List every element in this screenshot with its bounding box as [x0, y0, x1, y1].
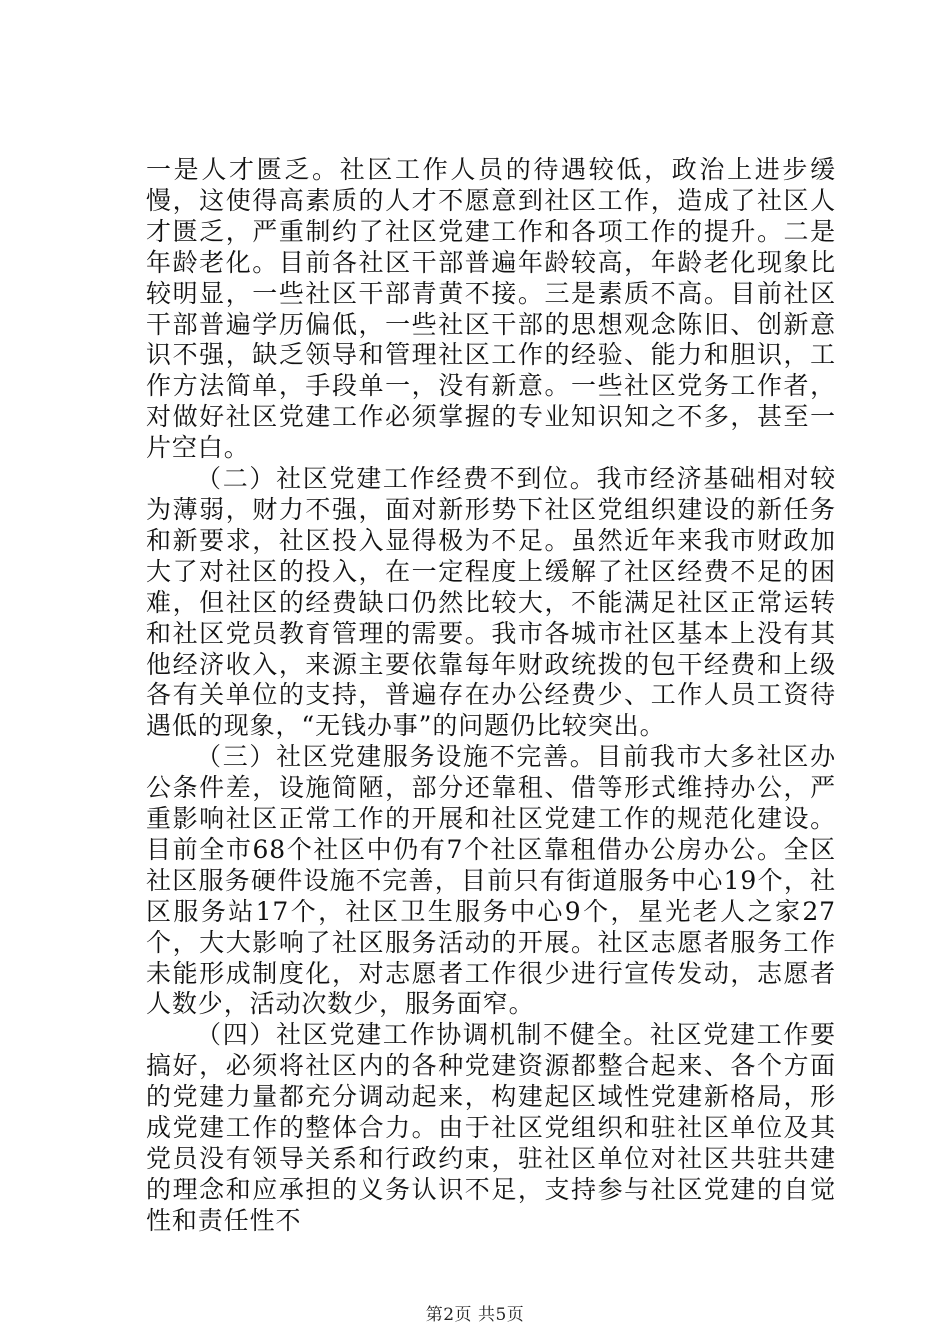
paragraph-funding: （二）社区党建工作经费不到位。我市经济基础相对较为薄弱，财力不强，面对新形势下社区党组织建设的新任务和新要求，社区投入显得极为不足。虽然近年来我市财政加大了对社区的投入，在一定程度上缓解了社区经费不足的困难，但社区的经费缺口仍然比较大，不能满足社区正常运转和社区党员教育管理的需要。我市各城市社区基本上没有其他经济收入，来源主要依靠每年财政统拨的包干经费和上级各有关单位的支持，普遍存在办公经费少、工作人员工资待遇低的现象，“无钱办事”的问题仍比较突出。	[146, 464, 836, 741]
page-number-footer: 第2页 共5页	[425, 1305, 525, 1325]
paragraph-coordination: （四）社区党建工作协调机制不健全。社区党建工作要搞好，必须将社区内的各种党建资源都整合起来、各个方面的党建力量都充分调动起来，构建起区域性党建新格局，形成党建工作的整体合力。由于社区党组织和驻社区单位及其党员没有领导关系和行政约束，驻社区单位对社区共驻共建的理念和应承担的义务认识不足，支持参与社区党建的自觉性和责任性不	[146, 1020, 836, 1235]
document-body	[146, 155, 836, 1237]
paragraph-facilities: （三）社区党建服务设施不完善。目前我市大多社区办公条件差，设施简陋，部分还靠租、借等形式维持办公，严重影响社区正常工作的开展和社区党建工作的规范化建设。目前全市68个社区中仍有7个社区靠租借办公房办公。全区社区服务硬件设施不完善，目前只有街道服务中心19个，社区服务站17个，社区卫生服务中心9个，星光老人之家27个，大大影响了社区服务活动的开展。社区志愿者服务工作未能形成制度化，对志愿者工作很少进行宣传发动，志愿者人数少，活动次数少，服务面窄。	[146, 742, 836, 1019]
paragraph-talent-shortage: 一是人才匮乏。社区工作人员的待遇较低，政治上进步缓慢，这使得高素质的人才不愿意到社区工作，造成了社区人才匮乏，严重制约了社区党建工作和各项工作的提升。二是年龄老化。目前各社区干部普遍年龄较高，年龄老化现象比较明显，一些社区干部青黄不接。三是素质不高。目前社区干部普遍学历偏低，一些社区干部的思想观念陈旧、创新意识不强，缺乏领导和管理社区工作的经验、能力和胆识，工作方法简单，手段单一，没有新意。一些社区党务工作者，对做好社区党建工作必须掌握的专业知识知之不多，甚至一片空白。	[146, 155, 836, 463]
